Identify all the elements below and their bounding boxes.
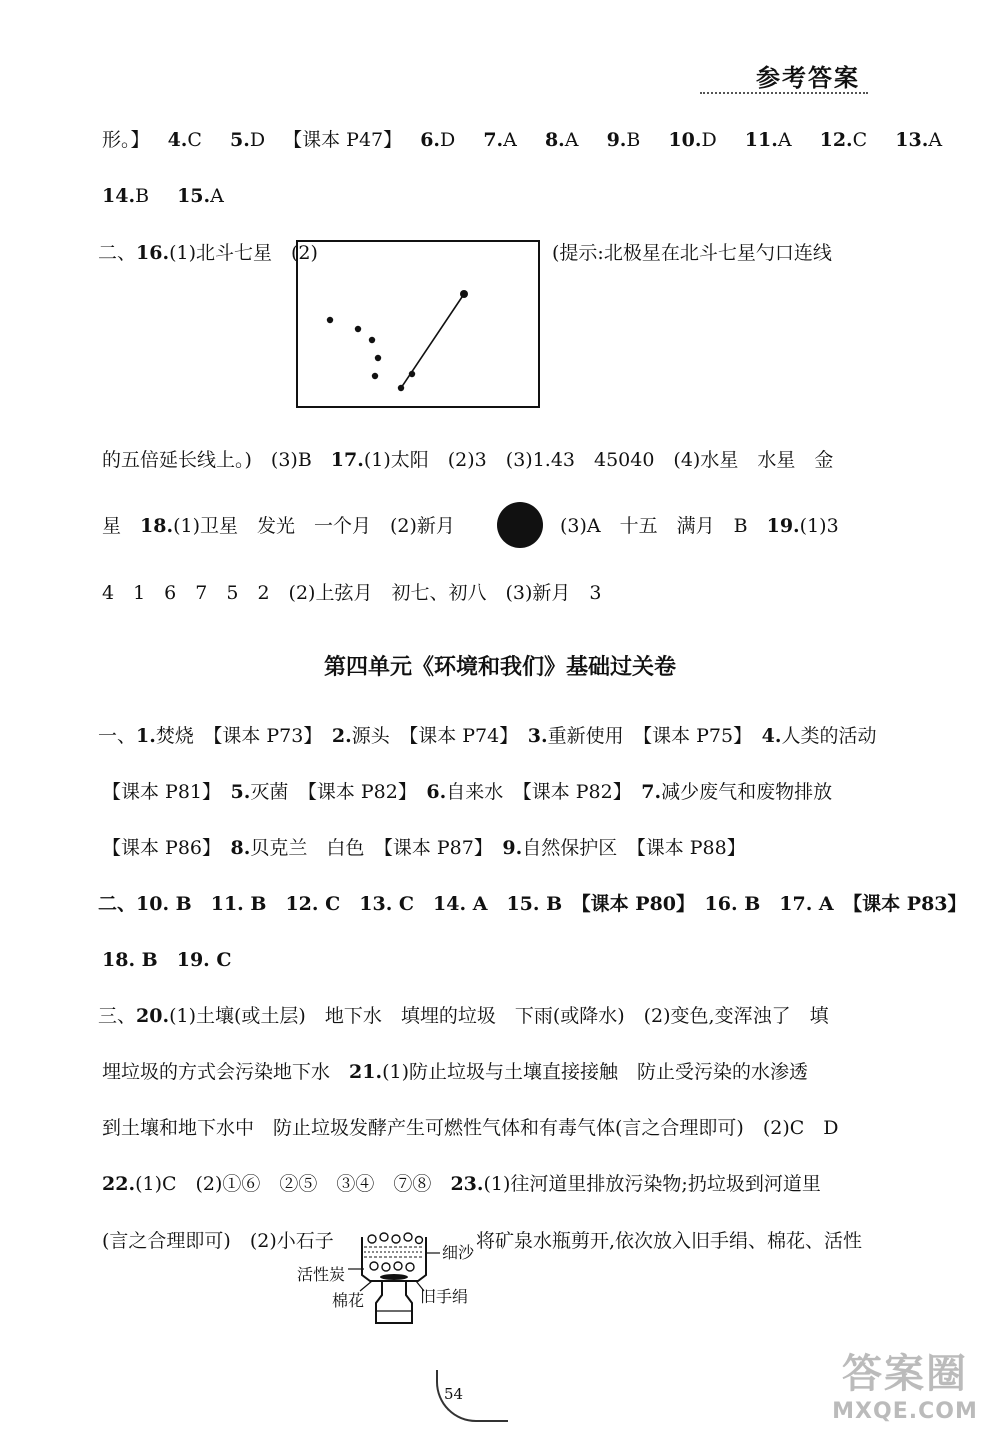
watermark-logo: 答案圈: [842, 1351, 968, 1397]
watermark-url: MXQE.COM: [832, 1399, 978, 1424]
section-line-3: 【课本 P86】 8.贝克兰 白色 【课本 P87】 9.自然保护区 【课本 P88】: [102, 837, 746, 859]
label-cotton: 棉花: [332, 1291, 365, 1310]
section-line-5: 18. B 19. C: [102, 949, 232, 971]
star-dot: [369, 337, 375, 343]
star-dot: [398, 385, 404, 391]
page-number: 54: [444, 1385, 464, 1403]
section-line-4: 二、10. B 11. B 12. C 13. C 14. A 15. B 【课本 P80】 16. B 17. A 【课本 P83】: [98, 893, 967, 915]
label-old-cloth: 旧手绢: [420, 1287, 469, 1306]
answer-line-2: 14.B 15.A: [102, 185, 224, 207]
star-dot: [409, 371, 415, 377]
section-line-10: (言之合理即可) (2)小石子: [102, 1230, 334, 1252]
section-line-8: 到土壤和地下水中 防止垃圾发酵产生可燃性气体和有毒气体(言之合理即可) (2)C D: [102, 1117, 839, 1139]
section-line-6: 三、20.(1)土壤(或土层) 地下水 填埋的垃圾 下雨(或降水) (2)变色,变浑浊了 填: [98, 1005, 829, 1027]
label-activated-carbon: 活性炭: [297, 1265, 346, 1284]
section-line-2: 【课本 P81】 5.灭菌 【课本 P82】 6.自来水 【课本 P82】 7.减少废气和废物排放: [102, 781, 833, 803]
polaris-dot: [460, 290, 468, 298]
answer-line-1: 形。】 4.C 5.D 【课本 P47】 6.D 7.A 8.A 9.B 10.D 11.A 12.C 13.A: [102, 129, 943, 151]
site-watermark: [820, 1342, 990, 1432]
section-title: 第四单元《环境和我们》基础过关卷: [323, 655, 676, 680]
section-line-9: 22.(1)C (2)①⑥ ②⑤ ③④ ⑦⑧ 23.(1)往河道里排放污染物;扔垃圾到河道里: [102, 1173, 821, 1195]
answer-line-5: 星 18.(1)卫星 发光 一个月 (2)新月: [102, 515, 455, 537]
page-header-title: 参考答案: [756, 64, 860, 92]
answer-line-4: 的五倍延长线上。) (3)B 17.(1)太阳 (2)3 (3)1.43 45040 (4)水星 水星 金: [102, 449, 834, 471]
big-dipper-diagram: [296, 240, 540, 408]
star-dot: [372, 373, 378, 379]
label-fine-sand: 细沙: [442, 1243, 475, 1262]
section-line-7: 埋垃圾的方式会污染地下水 21.(1)防止垃圾与土壤直接接触 防止受污染的水渗透: [102, 1061, 808, 1083]
header-divider: [700, 92, 868, 94]
answer-line-5-tail: (3)A 十五 满月 B 19.(1)3: [560, 515, 839, 537]
star-dot: [375, 355, 381, 361]
answer-line-3-hint: (提示:北极星在北斗七星勺口连线: [552, 242, 832, 264]
star-dot: [355, 326, 361, 332]
answer-line-3: 二、16.(1)北斗七星 (2): [98, 242, 318, 264]
section-line-10-tail: 将矿泉水瓶剪开,依次放入旧手绢、棉花、活性: [476, 1230, 863, 1252]
section-line-1: 一、1.焚烧 【课本 P73】 2.源头 【课本 P74】 3.重新使用 【课本 P75】 4.人类的活动: [98, 725, 877, 747]
star-dot: [327, 317, 333, 323]
big-dipper-svg: [298, 242, 538, 406]
new-moon-icon: [497, 502, 543, 548]
answer-line-6: 4 1 6 7 5 2 (2)上弦月 初七、初八 (3)新月 3: [102, 582, 602, 604]
